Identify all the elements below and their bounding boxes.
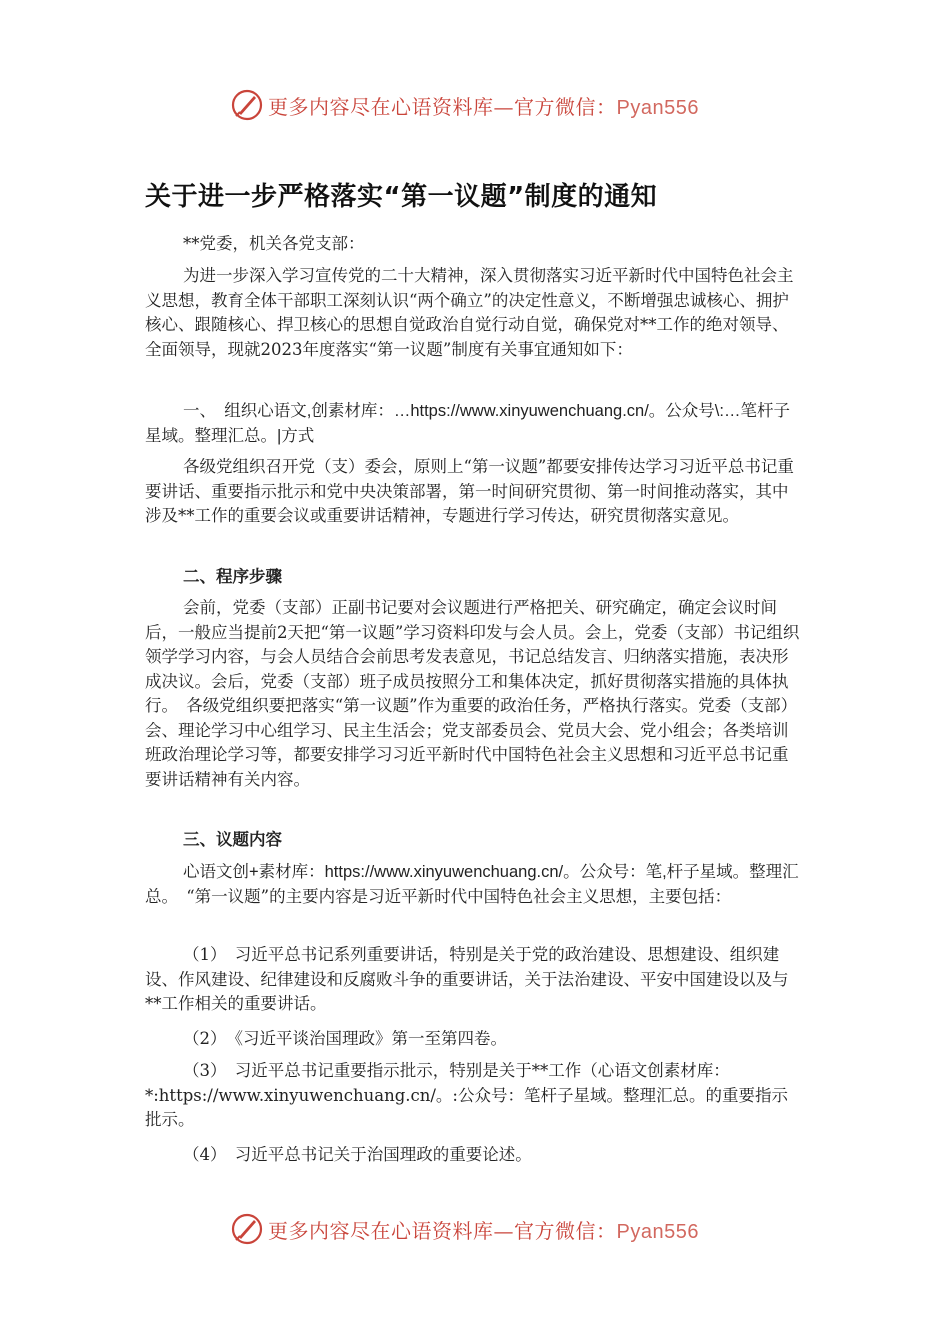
footer-banner [230, 1211, 730, 1247]
banner-text: 更多内容尽在心语资料库—官方微信：Pyan556 [268, 94, 699, 119]
section2-heading: 二、程序步骤 [183, 567, 282, 586]
header-banner [230, 87, 730, 123]
document-title: 关于进一步严格落实“第一议题”制度的通知 [145, 182, 658, 212]
intro-paragraph: 为进一步深入学习宣传党的二十大精神，深入贯彻落实习近平新时代中国特色社会主义思想，教育全体干部职工深刻认识“两个确立”的决定性意义，不断增强忠诚核心、拥护核心、跟随核心、捍卫核心的思想自觉政治自觉行动自觉，确保党对**工作的绝对领导、全面领导，现就2023年度落实“第一议题”制度有关事宜通知如下： [145, 266, 794, 359]
section1-heading: 一、 组织心语文,创素材库：…https://www.xinyuwenchuang.cn/。公众号\:…笔杆子星域。整理汇总。|方式 [145, 402, 790, 445]
section2-body: 会前，党委（支部）正副书记要对会议题进行严格把关、研究确定，确定会议时间后，一般应当提前2天把“第一议题”学习资料印发与会人员。会上，党委（支部）书记组织领学学习内容，与会人员结合会前思考发表意见，书记总结发言、归纳落实措施，表决形成决议。会后，党委（支部）班子成员按照分工和集体决定，抓好贯彻落实措施的具体执行。 各级党组织要把落实“第一议题”作为重要的政治任务，严格执行落实。党委（支部）会、理论学习中心组学习、民主生活会；党支部委员会、党员大会、党小组会；各类培训班政治理论学习等，都要安排学习习近平新时代中国特色社会主义思想和习近平总书记重要讲话精神有关内容。 [145, 598, 800, 789]
source-note: 心语文创+素材库：https://www.xinyuwenchuang.cn/。公众号：笔,杆子星域。整理汇总。 [145, 863, 799, 906]
list-item: （3） 习近平总书记重要指示批示，特别是关于**工作（心语文创素材库：*:https://www.xinyuwenchuang.cn/。:公众号：笔杆子星域。整理汇总。的重要指示批示。 [145, 1061, 788, 1129]
quill-pen-icon [230, 1212, 264, 1246]
list-item: （2） 《习近平谈治国理政》第一至第四卷。 [183, 1029, 507, 1048]
quill-pen-icon [230, 88, 264, 122]
section1-body: 各级党组织召开党（支）委会，原则上“第一议题”都要安排传达学习习近平总书记重要讲话、重要指示批示和党中央决策部署，第一时间研究贯彻、第一时间推动落实，其中涉及**工作的重要会议或重要讲话精神，专题进行学习传达，研究贯彻落实意见。 [145, 457, 794, 525]
salutation: **党委，机关各党支部： [183, 234, 365, 253]
list-item: （1） 习近平总书记系列重要讲话，特别是关于党的政治建设、思想建设、组织建设、作风建设、纪律建设和反腐败斗争的重要讲话，关于法治建设、平安中国建设以及与**工作相关的重要讲话。 [145, 945, 789, 1013]
wechat-id: Pyan556 [616, 96, 699, 119]
list-item: （4） 习近平总书记关于治国理政的重要论述。 [183, 1145, 532, 1164]
wechat-id: Pyan556 [616, 1220, 699, 1243]
section3-intro: “第一议题”的主要内容是习近平新时代中国特色社会主义思想，主要包括： [169, 886, 732, 906]
banner-text: 更多内容尽在心语资料库—官方微信：Pyan556 [268, 1218, 699, 1243]
section3-body [145, 860, 801, 909]
section3-heading: 三、议题内容 [183, 830, 282, 849]
